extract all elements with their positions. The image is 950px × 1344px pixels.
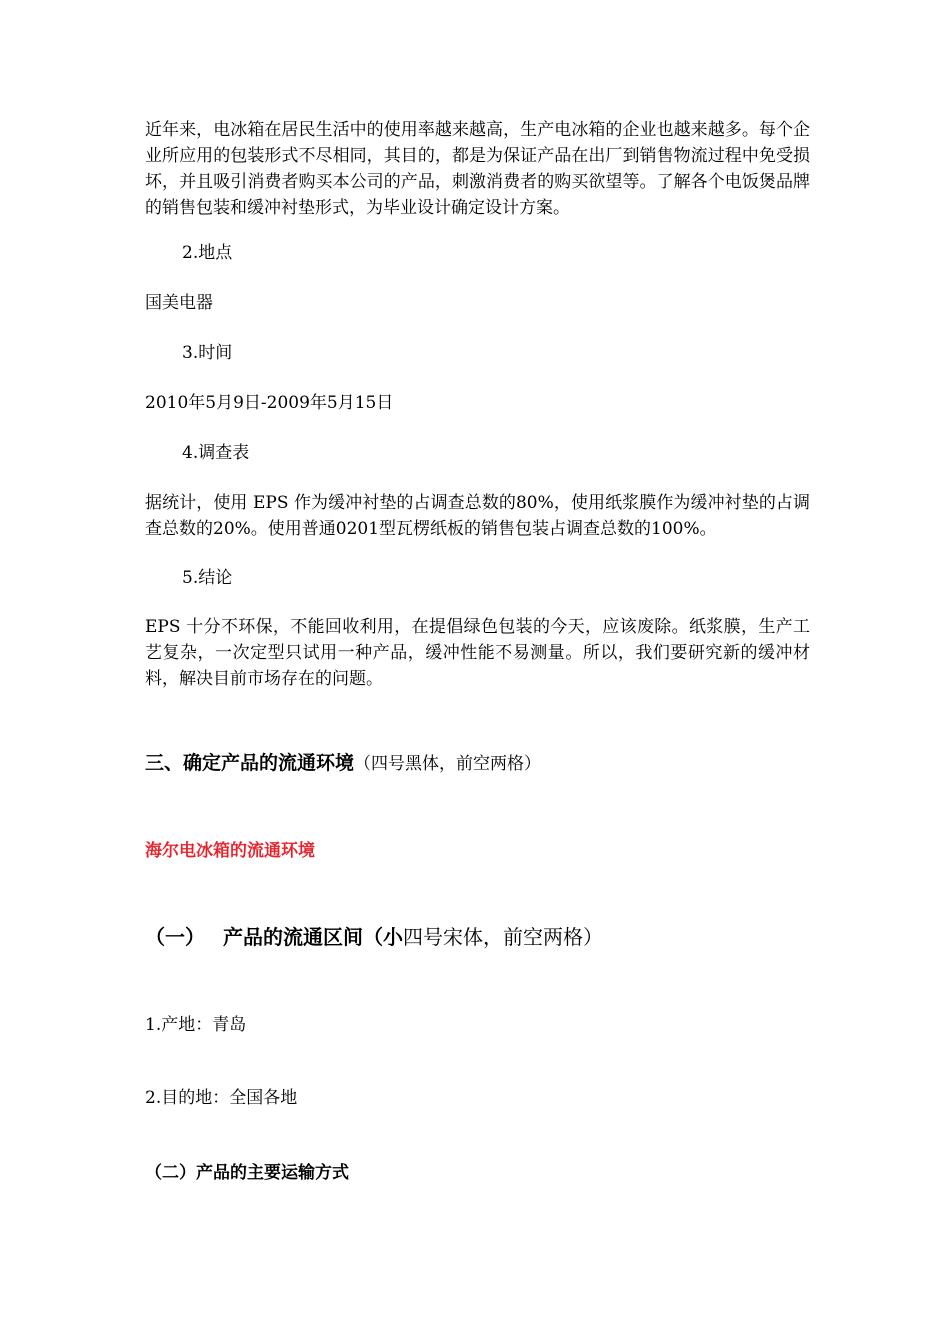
section-title: 三、确定产品的流通环境 xyxy=(145,752,355,774)
intro-paragraph: 近年来，电冰箱在居民生活中的使用率越来越高，生产电冰箱的企业也越来越多。每个企业所应用的包装形式不尽相同，其目的，都是为保证产品在出厂到销售物流过程中免受损坏，并且吸引消费者购买本公司的产品，刺激消费者的购买欲望等。了解各个电饭煲品牌的销售包装和缓冲衬垫形式，为毕业设计确定设计方案。 xyxy=(145,120,810,218)
subsection-1-heading xyxy=(145,922,810,952)
subsection-1-format-note: 四号宋体，前空两格） xyxy=(403,925,603,949)
subsection-1-title: 产品的流通区间（小 xyxy=(223,925,403,949)
location-heading: 2.地点 xyxy=(182,243,233,263)
location-value: 国美电器 xyxy=(145,293,213,313)
time-value: 2010年5月9日-2009年5月15日 xyxy=(145,393,394,413)
subsection-2-heading: （二）产品的主要运输方式 xyxy=(145,1163,349,1183)
origin-line: 1.产地：青岛 xyxy=(145,1015,247,1035)
subsection-1-number: （一） xyxy=(145,925,205,949)
section-heading xyxy=(145,750,810,777)
section-format-note: （四号黑体，前空两格） xyxy=(354,754,542,774)
conclusion-heading: 5.结论 xyxy=(182,568,233,588)
time-heading: 3.时间 xyxy=(182,343,233,363)
survey-paragraph: 据统计，使用 EPS 作为缓冲衬垫的占调查总数的80%，使用纸浆膜作为缓冲衬垫的占调查总数的20%。使用普通0201型瓦楞纸板的销售包装占调查总数的100%。 xyxy=(145,493,810,539)
destination-line: 2.目的地：全国各地 xyxy=(145,1088,298,1108)
survey-heading: 4.调查表 xyxy=(182,443,250,463)
conclusion-paragraph: EPS 十分不环保，不能回收利用，在提倡绿色包装的今天，应该废除。纸浆膜，生产工艺复杂，一次定型只试用一种产品，缓冲性能不易测量。所以，我们要研究新的缓冲材料，解决目前市场存在的问题。 xyxy=(145,617,810,689)
red-subheading: 海尔电冰箱的流通环境 xyxy=(145,841,315,861)
